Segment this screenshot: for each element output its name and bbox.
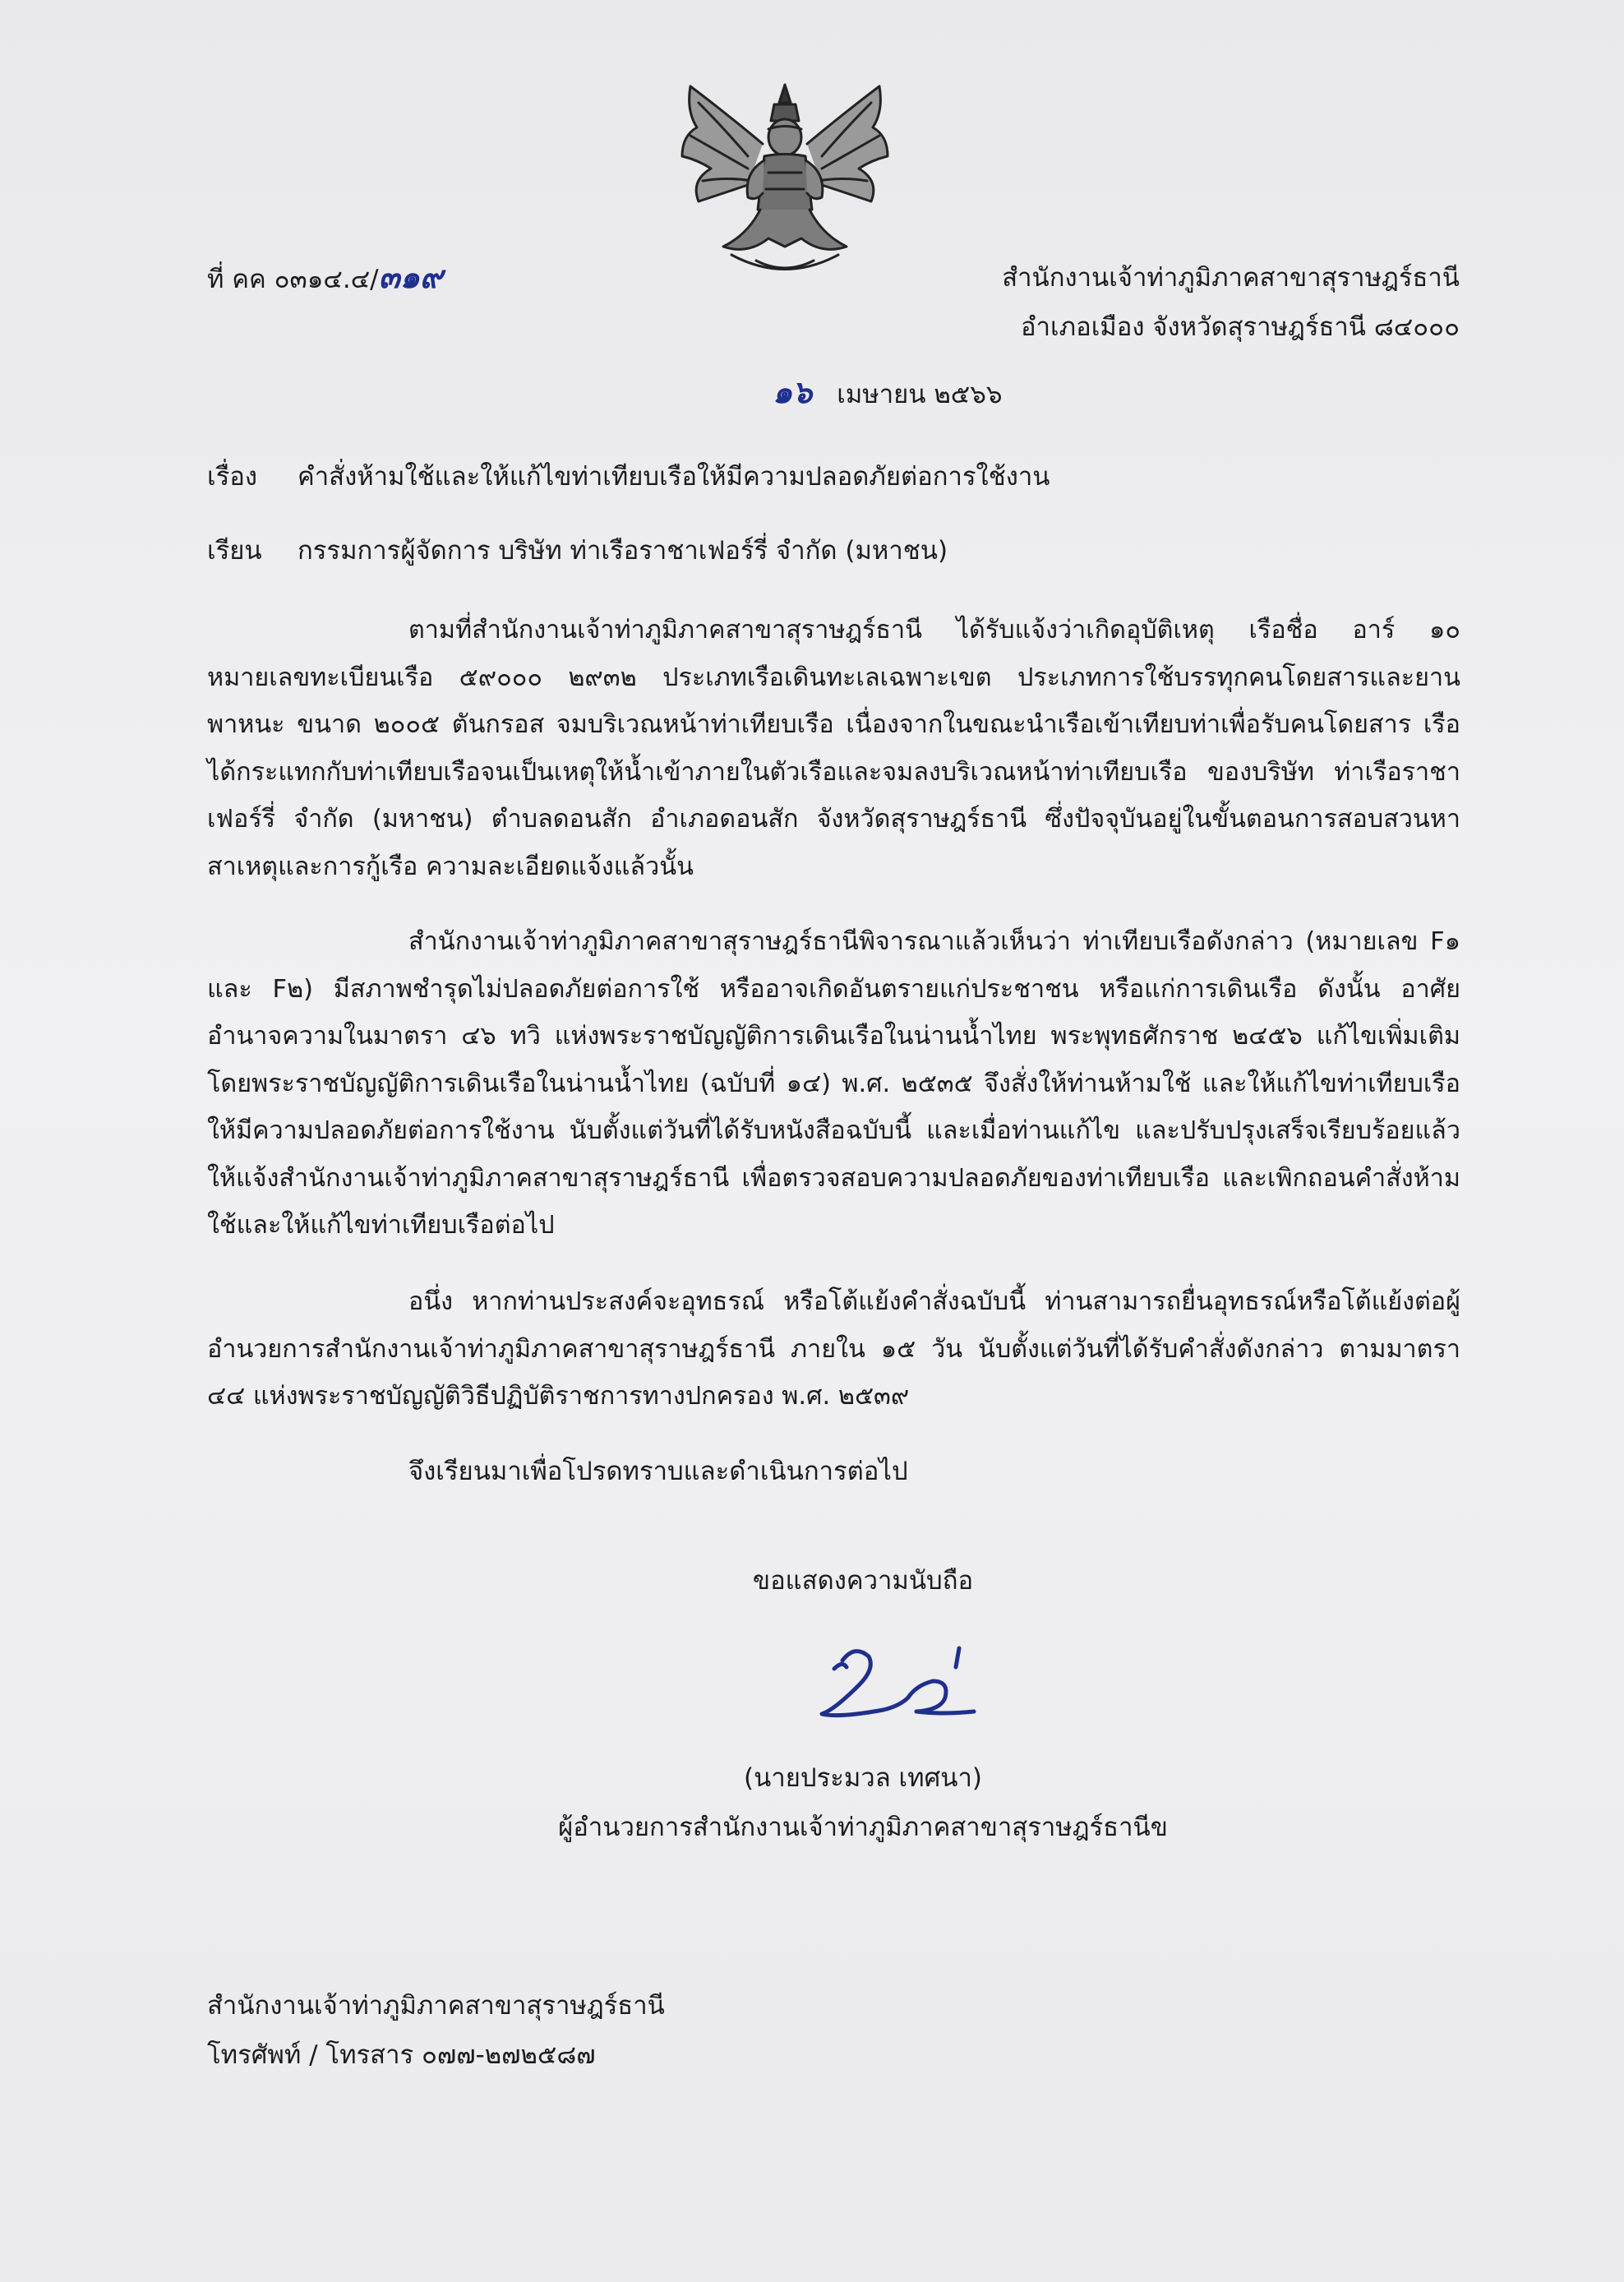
signatory-name: (นายประมวล เทศนา) bbox=[744, 1763, 982, 1793]
sender-address bbox=[786, 253, 1460, 352]
sender-office-address: อำเภอเมือง จังหวัดสุราษฎร์ธานี ๘๔๐๐๐ bbox=[1021, 312, 1460, 342]
body-paragraph-3: อนึ่ง หากท่านประสงค์จะอุทธรณ์ หรือโต้แย้งคำสั่งฉบับนี้ ท่านสามารถยื่นอุทธรณ์หรือโต้แย้งต่อผู้อำนวยการสำนักงานเจ้าท่าภูมิภาคสาขาสุราษฎร์ธานี ภายใน ๑๕ วัน นับตั้งแต่วันที่ได้รับคำสั่งดังกล่าว ตามมาตรา ๔๔ แห่งพระราชบัญญัติวิธีปฏิบัติราชการทางปกครอง พ.ศ. ๒๕๓๙ bbox=[207, 1287, 1460, 1411]
document-number-handwritten: ๓๑๙ bbox=[378, 258, 443, 295]
subject-line bbox=[207, 459, 1465, 495]
footer-contact bbox=[207, 1981, 665, 2080]
sender-office-name: สำนักงานเจ้าท่าภูมิภาคสาขาสุราษฎร์ธานี bbox=[1002, 263, 1460, 293]
letter-date bbox=[773, 374, 1003, 413]
document-number bbox=[207, 259, 443, 298]
subject-text: คำสั่งห้ามใช้และให้แก้ไขท่าเทียบเรือให้มีความปลอดภัยต่อการใช้งาน bbox=[298, 462, 1050, 492]
recipient-label: เรียน bbox=[207, 536, 262, 566]
footer-office: สำนักงานเจ้าท่าภูมิภาคสาขาสุราษฎร์ธานี bbox=[207, 1991, 665, 2021]
date-day-handwritten: ๑๖ bbox=[773, 373, 813, 410]
salutation: ขอแสดงความนับถือ bbox=[752, 1566, 974, 1596]
recipient-line bbox=[207, 533, 1465, 569]
date-month-year: เมษายน ๒๕๖๖ bbox=[837, 380, 1003, 409]
closing-line: จึงเรียนมาเพื่อโปรดทราบและดำเนินการต่อไป bbox=[408, 1457, 908, 1486]
body-paragraph-1: ตามที่สำนักงานเจ้าท่าภูมิภาคสาขาสุราษฎร์ธานี ได้รับแจ้งว่าเกิดอุบัติเหตุ เรือชื่อ อาร์ ๑๐ หมายเลขทะเบียนเรือ ๕๙๐๐๐ ๒๙๓๒ ประเภทเรือเดินทะเลเฉพาะเขต ประเภทการใช้บรรทุกคนโดยสารและยานพาหนะ ขนาด ๒๐๐๕ ตันกรอส จมบริเวณหน้าท่าเทียบเรือ เนื่องจากในขณะนำเรือเข้าเทียบท่าเพื่อรับคนโดยสาร เรือได้กระแทกกับท่าเทียบเรือจนเป็นเหตุให้น้ำเข้าภายในตัวเรือและจมลงบริเวณหน้าท่าเทียบเรือ ของบริษัท ท่าเรือราชาเฟอร์รี่ จำกัด (มหาชน) ตำบลดอนสัก อำเภอดอนสัก จังหวัดสุราษฎร์ธานี ซึ่งปัจจุบันอยู่ในขั้นตอนการสอบสวนหาสาเหตุและการกู้เรือ ความละเอียดแจ้งแล้วนั้น bbox=[207, 616, 1460, 881]
body-paragraph-2: สำนักงานเจ้าท่าภูมิภาคสาขาสุราษฎร์ธานีพิจารณาแล้วเห็นว่า ท่าเทียบเรือดังกล่าว (หมายเลข F๑ และ F๒) มีสภาพชำรุดไม่ปลอดภัยต่อการใช้ หรืออาจเกิดอันตรายแก่ประชาชน หรือแก่การเดินเรือ ดังนั้น อาศัยอำนาจความในมาตรา ๔๖ ทวิ แห่งพระราชบัญญัติการเดินเรือในน่านน้ำไทย พระพุทธศักราช ๒๔๕๖ แก้ไขเพิ่มเติมโดยพระราชบัญญัติการเดินเรือในน่านน้ำไทย (ฉบับที่ ๑๔) พ.ศ. ๒๕๓๕ จึงสั่งให้ท่านห้ามใช้ และให้แก้ไขท่าเทียบเรือให้มีความปลอดภัยต่อการใช้งาน นับตั้งแต่วันที่ได้รับหนังสือฉบับนี้ และเมื่อท่านแก้ไข และปรับปรุงเสร็จเรียบร้อยแล้ว ให้แจ้งสำนักงานเจ้าท่าภูมิภาคสาขาสุราษฎร์ธานี เพื่อตรวจสอบความปลอดภัยของท่าเทียบเรือ และเพิกถอนคำสั่งห้ามใช้และให้แก้ไขท่าเทียบเรือต่อไป bbox=[207, 927, 1460, 1240]
document-number-prefix: ที่ คค ๐๓๑๔.๔/ bbox=[207, 265, 379, 294]
signatory-position: ผู้อำนวยการสำนักงานเจ้าท่าภูมิภาคสาขาสุราษฎร์ธานีข bbox=[558, 1813, 1168, 1842]
recipient-text: กรรมการผู้จัดการ บริษัท ท่าเรือราชาเฟอร์รี่ จำกัด (มหาชน) bbox=[298, 536, 948, 566]
subject-label: เรื่อง bbox=[207, 462, 258, 492]
handwritten-signature-icon bbox=[810, 1636, 982, 1726]
footer-phone-fax: โทรศัพท์ / โทรสาร ๐๗๗-๒๗๒๕๘๗ bbox=[207, 2040, 596, 2070]
